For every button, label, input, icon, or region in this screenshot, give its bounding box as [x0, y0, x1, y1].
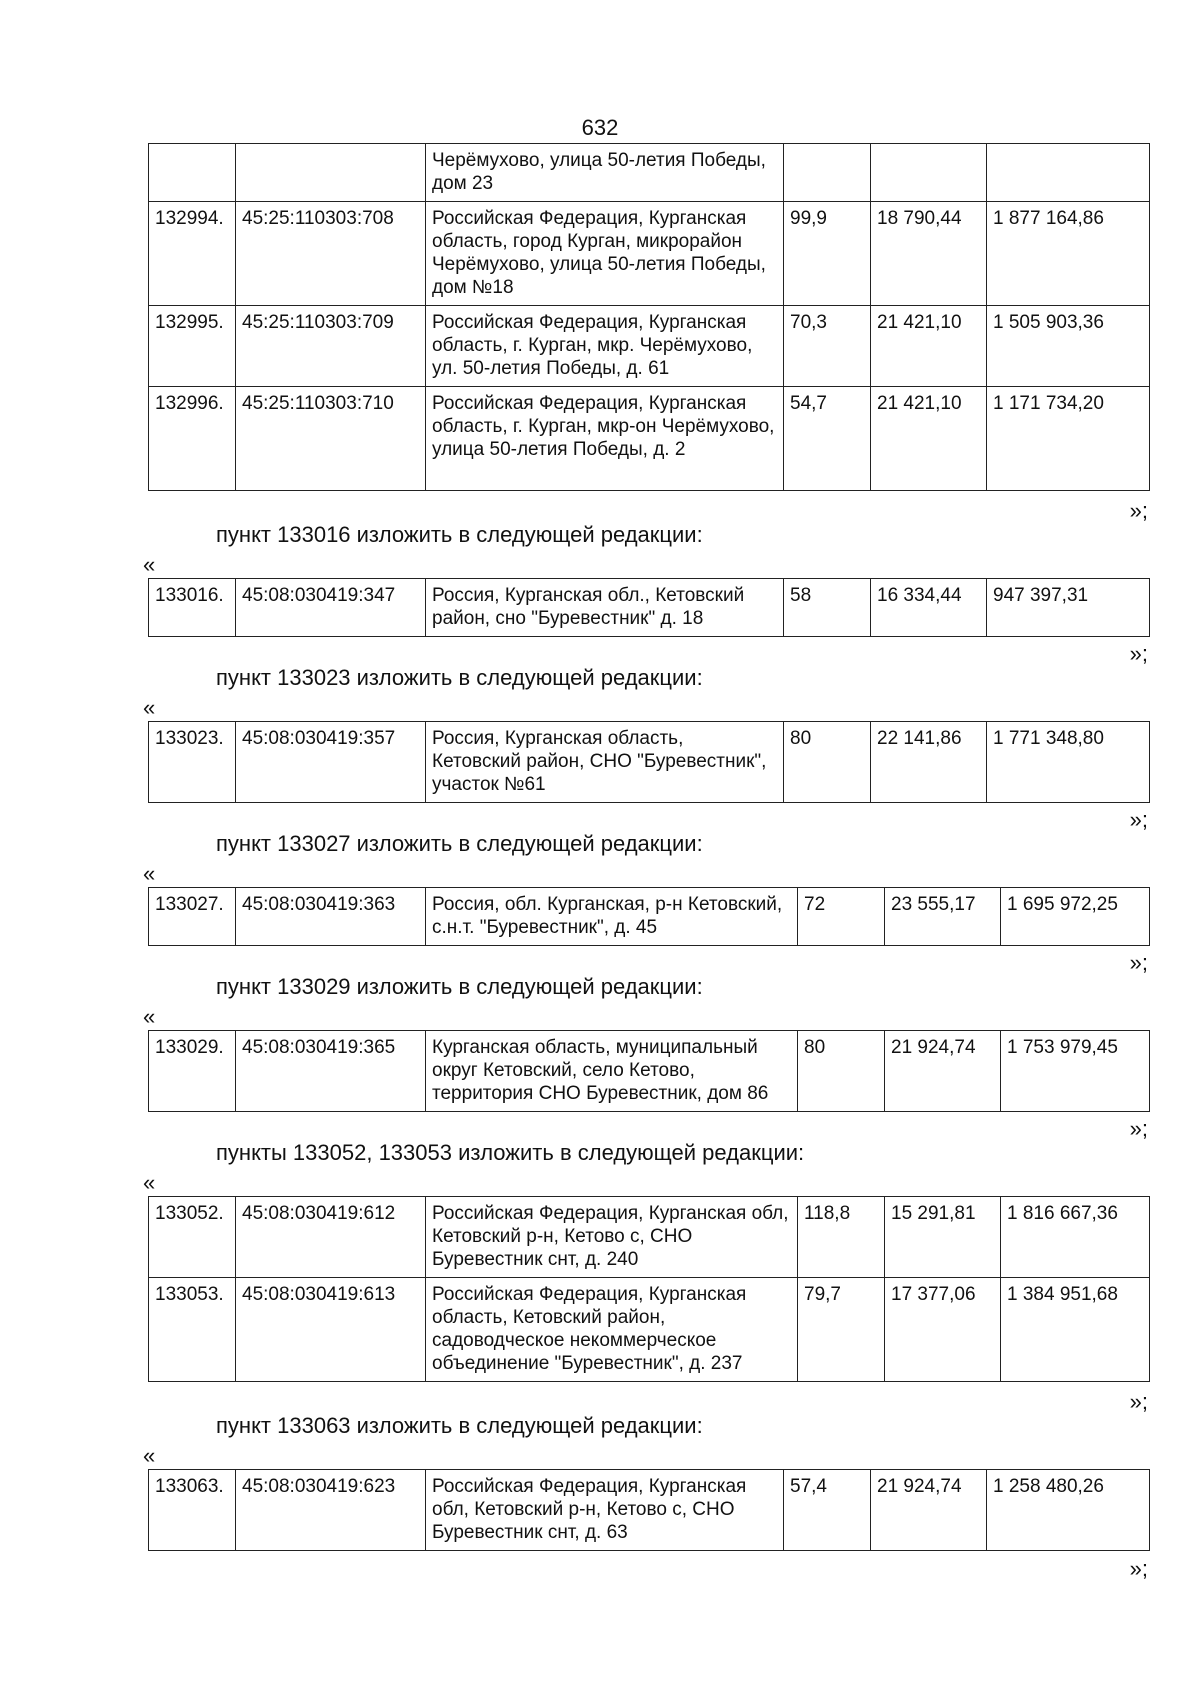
- area-cell: 80: [798, 1031, 885, 1112]
- table-row: [149, 722, 1150, 803]
- price-cell: 21 421,10: [871, 387, 987, 491]
- cadastral-number-cell: 45:08:030419:363: [236, 888, 426, 946]
- table-row: [149, 144, 1150, 202]
- row-number-cell: 133052.: [149, 1197, 236, 1278]
- area-cell: 118,8: [798, 1197, 885, 1278]
- table-row: [149, 306, 1150, 387]
- price-cell: 21 924,74: [871, 1470, 987, 1551]
- cadastral-number-cell: 45:25:110303:710: [236, 387, 426, 491]
- value-cell: 1 877 164,86: [987, 202, 1150, 306]
- table-row: [149, 579, 1150, 637]
- page-number: 632: [581, 115, 619, 140]
- cadastral-number-cell: 45:08:030419:347: [236, 579, 426, 637]
- address-cell: Российская Федерация, Курганская область, Кетовский район, садоводческое некоммерческое объединение "Буревестник", д. 237: [426, 1278, 798, 1382]
- table-row: [149, 387, 1150, 491]
- value-cell: 1 771 348,80: [987, 722, 1150, 803]
- row-number-cell: 133053.: [149, 1278, 236, 1382]
- opening-quote: «: [143, 695, 156, 720]
- value-cell: 1 816 667,36: [1001, 1197, 1150, 1278]
- cadastral-number-cell: 45:25:110303:708: [236, 202, 426, 306]
- value-cell: 947 397,31: [987, 579, 1150, 637]
- property-table: [148, 721, 1150, 803]
- row-number-cell: [149, 144, 236, 202]
- table-row: [149, 888, 1150, 946]
- area-cell: 72: [798, 888, 885, 946]
- area-cell: 58: [784, 579, 871, 637]
- value-cell: 1 753 979,45: [1001, 1031, 1150, 1112]
- address-cell: Российская Федерация, Курганская область, город Курган, микрорайон Черёмухово, улица 50-летия Победы, дом №18: [426, 202, 784, 306]
- row-number-cell: 132996.: [149, 387, 236, 491]
- table-row: [149, 202, 1150, 306]
- cadastral-number-cell: 45:08:030419:613: [236, 1278, 426, 1382]
- address-cell: Россия, Курганская обл., Кетовский район, сно "Буревестник" д. 18: [426, 579, 784, 637]
- amendment-heading: пункты 133052, 133053 изложить в следующей редакции:: [216, 1140, 805, 1165]
- amendment-heading: пункт 133027 изложить в следующей редакции:: [216, 831, 703, 856]
- value-cell: [987, 144, 1150, 202]
- address-cell: Российская Федерация, Курганская обл, Кетовский р-н, Кетово с, СНО Буревестник снт, д. 63: [426, 1470, 784, 1551]
- opening-quote: «: [143, 552, 156, 577]
- property-table: [148, 578, 1150, 637]
- amendment-heading: пункт 133029 изложить в следующей редакции:: [216, 974, 703, 999]
- address-cell: Черёмухово, улица 50-летия Победы, дом 23: [426, 144, 784, 202]
- closing-quote: »;: [1129, 1556, 1148, 1581]
- opening-quote: «: [143, 1443, 156, 1468]
- price-cell: 23 555,17: [885, 888, 1001, 946]
- area-cell: 99,9: [784, 202, 871, 306]
- property-table-top: [148, 143, 1150, 491]
- closing-quote: »;: [1129, 641, 1148, 666]
- closing-quote: »;: [1129, 950, 1148, 975]
- table-row: [149, 1031, 1150, 1112]
- value-cell: 1 258 480,26: [987, 1470, 1150, 1551]
- cadastral-number-cell: 45:25:110303:709: [236, 306, 426, 387]
- area-cell: [784, 144, 871, 202]
- opening-quote: «: [143, 1004, 156, 1029]
- cadastral-number-cell: 45:08:030419:623: [236, 1470, 426, 1551]
- row-number-cell: 133027.: [149, 888, 236, 946]
- closing-quote: »;: [1129, 807, 1148, 832]
- price-cell: 21 421,10: [871, 306, 987, 387]
- area-cell: 54,7: [784, 387, 871, 491]
- address-cell: Курганская область, муниципальный округ Кетовский, село Кетово, территория СНО Буревестник, дом 86: [426, 1031, 798, 1112]
- amendment-heading: пункт 133023 изложить в следующей редакции:: [216, 665, 703, 690]
- area-cell: 57,4: [784, 1470, 871, 1551]
- address-cell: Российская Федерация, Курганская область, г. Курган, мкр-он Черёмухово, улица 50-летия Победы, д. 2: [426, 387, 784, 491]
- price-cell: 16 334,44: [871, 579, 987, 637]
- row-number-cell: 132994.: [149, 202, 236, 306]
- property-table: [148, 1030, 1150, 1112]
- price-cell: 21 924,74: [885, 1031, 1001, 1112]
- value-cell: 1 505 903,36: [987, 306, 1150, 387]
- price-cell: 22 141,86: [871, 722, 987, 803]
- property-table: [148, 887, 1150, 946]
- area-cell: 79,7: [798, 1278, 885, 1382]
- closing-quote: »;: [1129, 1116, 1148, 1141]
- price-cell: [871, 144, 987, 202]
- area-cell: 70,3: [784, 306, 871, 387]
- property-table: [148, 1469, 1150, 1551]
- opening-quote: «: [143, 1170, 156, 1195]
- price-cell: 18 790,44: [871, 202, 987, 306]
- amendment-heading: пункт 133016 изложить в следующей редакции:: [216, 522, 703, 547]
- cadastral-number-cell: 45:08:030419:612: [236, 1197, 426, 1278]
- row-number-cell: 133029.: [149, 1031, 236, 1112]
- row-number-cell: 133016.: [149, 579, 236, 637]
- address-cell: Российская Федерация, Курганская область, г. Курган, мкр. Черёмухово, ул. 50-летия Победы, д. 61: [426, 306, 784, 387]
- value-cell: 1 695 972,25: [1001, 888, 1150, 946]
- amendment-heading: пункт 133063 изложить в следующей редакции:: [216, 1413, 703, 1438]
- value-cell: 1 171 734,20: [987, 387, 1150, 491]
- address-cell: Россия, Курганская область, Кетовский район, СНО "Буревестник", участок №61: [426, 722, 784, 803]
- property-table: [148, 1196, 1150, 1382]
- table-row: [149, 1197, 1150, 1278]
- value-cell: 1 384 951,68: [1001, 1278, 1150, 1382]
- row-number-cell: 133063.: [149, 1470, 236, 1551]
- row-number-cell: 132995.: [149, 306, 236, 387]
- address-cell: Россия, обл. Курганская, р-н Кетовский, с.н.т. "Буревестник", д. 45: [426, 888, 798, 946]
- area-cell: 80: [784, 722, 871, 803]
- address-cell: Российская Федерация, Курганская обл, Кетовский р-н, Кетово с, СНО Буревестник снт, д. 240: [426, 1197, 798, 1278]
- table-row: [149, 1278, 1150, 1382]
- opening-quote: «: [143, 861, 156, 886]
- cadastral-number-cell: [236, 144, 426, 202]
- cadastral-number-cell: 45:08:030419:357: [236, 722, 426, 803]
- closing-quote: »;: [1129, 1389, 1148, 1414]
- table-row: [149, 1470, 1150, 1551]
- cadastral-number-cell: 45:08:030419:365: [236, 1031, 426, 1112]
- price-cell: 15 291,81: [885, 1197, 1001, 1278]
- closing-quote: »;: [1129, 498, 1148, 523]
- price-cell: 17 377,06: [885, 1278, 1001, 1382]
- row-number-cell: 133023.: [149, 722, 236, 803]
